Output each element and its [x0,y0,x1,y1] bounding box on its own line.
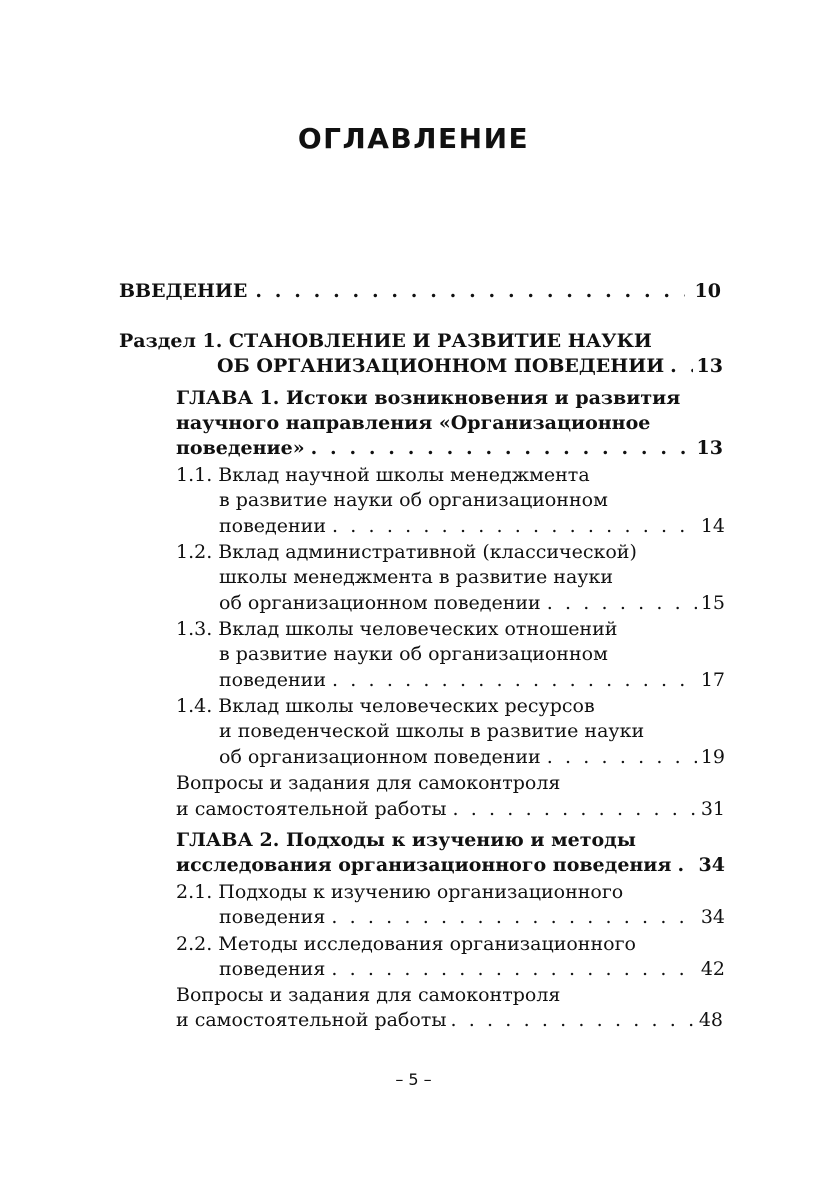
toc-entry-label: ВВЕДЕНИЕ [119,280,248,302]
dot-leader [677,853,694,877]
toc-entry-label: поведения [219,906,326,928]
page-title: ОГЛАВЛЕНИЕ [297,122,530,155]
toc-entry-chapter-2[interactable] [176,853,725,877]
toc-item-1-3-line-1[interactable]: 1.3. Вклад школы человеческих отношений [176,618,618,640]
dot-leader [311,436,693,460]
dot-leader [255,279,684,303]
dot-leader [547,745,697,769]
toc-entry-1-1[interactable] [219,514,725,538]
toc-item-1-4-line-1[interactable]: 1.4. Вклад школы человеческих ресурсов [176,695,595,717]
toc-page-number: 13 [696,437,723,459]
dot-leader [547,591,697,615]
dot-leader [670,354,692,378]
toc-entry-label: об организационном поведении [219,746,541,768]
toc-item-1-1-line-1[interactable]: 1.1. Вклад научной школы менеджмента [176,464,590,486]
dot-leader [332,514,697,538]
toc-page-number: 42 [700,958,725,980]
toc-entry-label: и самостоятельной работы [176,1009,447,1031]
toc-entry-2-1[interactable] [219,905,725,929]
toc-entry-label: поведения [219,958,326,980]
toc-item-1-4-line-2[interactable]: и поведенческой школы в развитие науки [219,720,645,742]
page-number-footer: – 5 – [395,1070,432,1089]
chapter-2-title-line-1[interactable]: ГЛАВА 2. Подходы к изучению и методы [176,829,636,851]
toc-entry-1-3[interactable] [219,668,725,692]
dot-leader [331,905,697,929]
toc-item-1-3-line-2[interactable]: в развитие науки об организационном [219,643,608,665]
toc-entry-1-4[interactable] [219,745,725,769]
toc-page-number: 17 [700,669,725,691]
toc-entry-label: поведении [219,515,326,537]
toc-item-2-2-line-1[interactable]: 2.2. Методы исследования организационного [176,933,636,955]
toc-item-2-1-line-1[interactable]: 2.1. Подходы к изучению организационного [176,881,624,903]
toc-page-number: 34 [700,906,725,928]
toc-entry-chapter-1[interactable] [176,436,723,460]
dot-leader [332,668,697,692]
toc-questions-1-line-1[interactable]: Вопросы и задания для самоконтроля [176,772,561,794]
toc-entry-section-1[interactable] [217,354,723,378]
toc-entry-label: поведение» [176,437,305,459]
toc-entry-label: исследования организационного поведения [176,854,672,876]
toc-entry-label: об организационном поведении [219,592,541,614]
toc-page-number: 13 [696,355,723,377]
toc-page-number: 15 [700,592,725,614]
toc-entry-2-2[interactable] [219,957,725,981]
chapter-1-title-line-1[interactable]: ГЛАВА 1. Истоки возникновения и развития [176,387,681,409]
toc-entry-intro[interactable] [119,279,721,303]
dot-leader [331,957,697,981]
toc-entry-questions-2[interactable] [176,1008,723,1032]
dot-leader [452,797,696,821]
toc-page-number: 34 [698,854,725,876]
toc-questions-2-line-1[interactable]: Вопросы и задания для самоконтроля [176,984,561,1006]
toc-entry-1-2[interactable] [219,591,725,615]
toc-page-number: 14 [700,515,725,537]
chapter-1-title-line-2[interactable]: научного направления «Организационное [176,412,651,434]
toc-item-1-2-line-2[interactable]: школы менеджмента в развитие науки [219,566,613,588]
toc-page-number: 19 [700,746,725,768]
toc-page-number: 48 [698,1009,723,1031]
dot-leader [450,1008,696,1032]
toc-entry-label: поведении [219,669,326,691]
toc-entry-questions-1[interactable] [176,797,725,821]
section-1-title-line-1[interactable]: Раздел 1. СТАНОВЛЕНИЕ И РАЗВИТИЕ НАУКИ [119,330,652,352]
toc-entry-label: и самостоятельной работы [176,798,447,820]
toc-item-1-1-line-2[interactable]: в развитие науки об организационном [219,489,608,511]
toc-entry-label: ОБ ОРГАНИЗАЦИОННОМ ПОВЕДЕНИИ [217,355,665,377]
toc-item-1-2-line-1[interactable]: 1.2. Вклад административной (классической) [176,541,637,563]
toc-page-number: 10 [694,280,721,302]
toc-page-number: 31 [700,798,725,820]
